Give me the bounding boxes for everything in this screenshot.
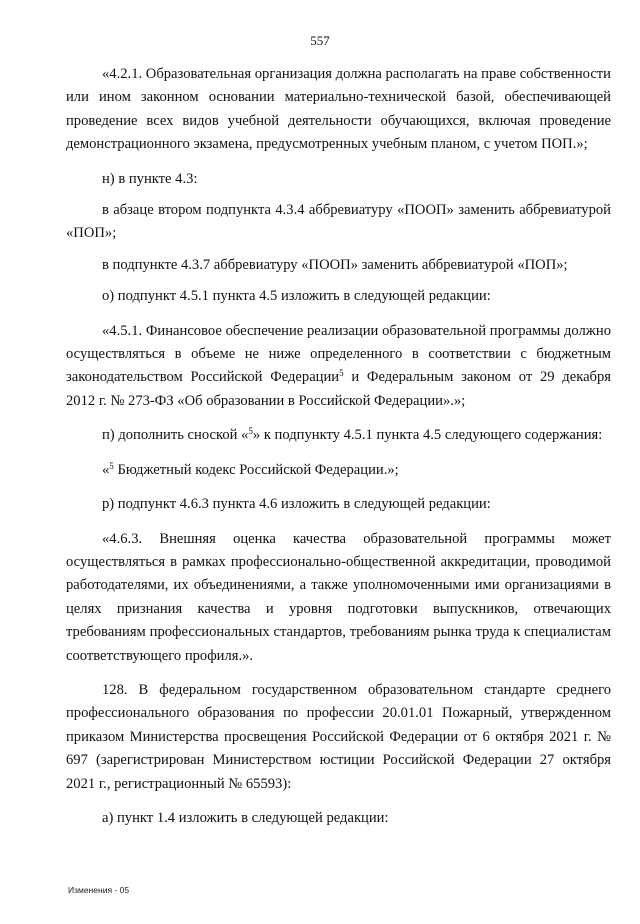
footnote-ref-5-inline: 5 [248,426,253,437]
footnote-ref-5: 5 [339,368,344,379]
paragraph-4-3-7: в подпункте 4.3.7 аббревиатуру «ПООП» заменить аббревиатурой «ПОП»; [102,256,568,273]
footer-label: Изменения - 05 [68,885,130,895]
document-body [66,63,611,841]
paragraph-4-3-4: в абзаце втором подпункта 4.3.4 аббревиатуру «ПООП» заменить аббревиатурой «ПОП»; [66,202,611,242]
paragraph-item-o: о) подпункт 4.5.1 пункта 4.5 изложить в следующей редакции: [102,288,491,305]
paragraph-item-p-text: п) дополнить сноской « [102,427,249,444]
footnote-number-5: 5 [109,460,114,471]
paragraph-item-p-text-end: » к подпункту 4.5.1 пункта 4.5 следующего содержания: [252,427,603,444]
paragraph-4-6-3: «4.6.3. Внешняя оценка качества образовательной программы может осуществляться в рамках профессионально-общественной аккредитации, проводимой работодателями, их объединениями, а также уполномоченными ими организациями в целях признания качества и уровня подготовки выпускников, отвечающих требованиям профессиональных стандартов, требованиям рынка труда к специалистам соответствующего профиля.». [66,530,611,664]
page-number: 557 [310,33,330,48]
paragraph-item-p [66,424,611,447]
footnote-text-open: « [102,461,110,478]
paragraph-item-a: а) пункт 1.4 изложить в следующей редакции: [102,809,389,826]
paragraph-4-5-1-text-end: и Федеральным законом от 29 декабря 2012 г. № 273-ФЗ «Об образовании в Российской Федерации».»; [66,369,611,409]
paragraph-footnote-text [66,459,611,482]
paragraph-4-5-1 [66,320,611,414]
paragraph-128: 128. В федеральном государственном образовательном стандарте среднего профессионального образования по профессии 20.01.01 Пожарный, утвержденном приказом Министерства просвещения Российской Федерации от 6 октября 2021 г. № 697 (зарегистрирован Министерством юстиции Российской Федерации 27 октября 2021 г., регистрационный № 65593): [66,681,611,792]
paragraph-4-5-1-text: «4.5.1. Финансовое обеспечение реализации образовательной программы должно осуществляться в объеме не ниже определенного в соответствии с бюджетным законодательством Российской Федерации [66,322,611,386]
paragraph-item-n: н) в пункте 4.3: [102,170,198,187]
paragraph-4-2-1: «4.2.1. Образовательная организация должна располагать на праве собственности или ином законном основании материально-технической базой, обеспечивающей проведение всех видов учебной деятельности обучающихся, включая проведение демонстрационного экзамена, предусмотренных учебным планом, с учетом ПОП.»; [66,66,611,153]
paragraph-item-r: р) подпункт 4.6.3 пункта 4.6 изложить в следующей редакции: [102,496,491,513]
footnote-text-body: Бюджетный кодекс Российской Федерации.»; [113,461,399,478]
